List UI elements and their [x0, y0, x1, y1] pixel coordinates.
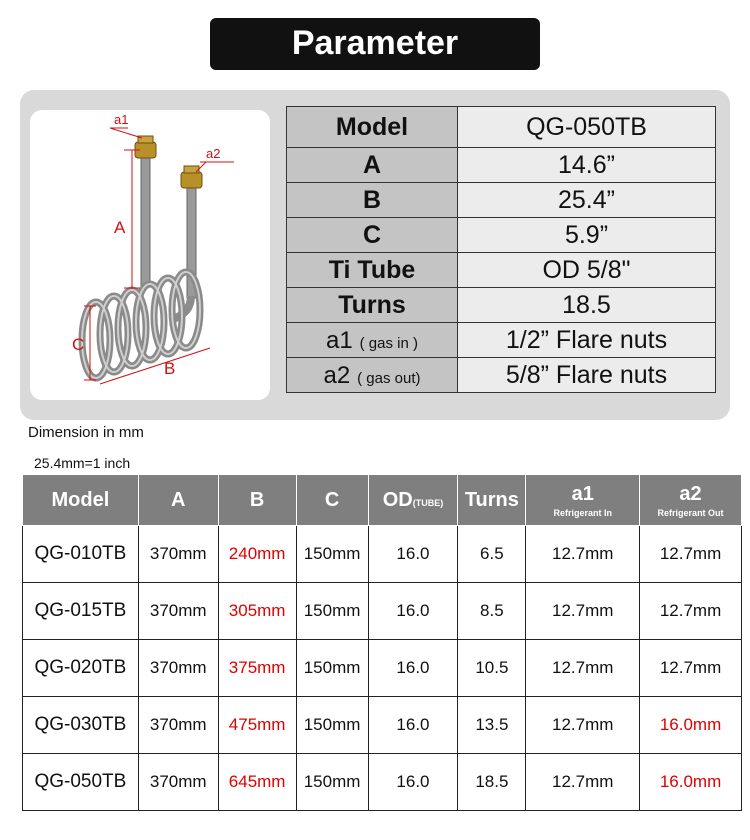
label-A: A — [114, 218, 126, 237]
cell-model: QG-015TB — [23, 583, 139, 640]
spec-row — [287, 323, 716, 358]
cell-a2: 12.7mm — [640, 583, 742, 640]
header-c: C — [296, 475, 368, 526]
cell-a1: 12.7mm — [526, 526, 640, 583]
label-C: C — [72, 335, 85, 354]
models-table — [22, 474, 742, 811]
cell-b: 240mm — [218, 526, 296, 583]
cell-a2: 12.7mm — [640, 526, 742, 583]
header-a2-sub: Refrigerant Out — [657, 507, 724, 518]
spec-key: A — [287, 148, 458, 183]
spec-key-sub: ( gas out) — [357, 369, 421, 387]
cell-b: 645mm — [218, 754, 296, 811]
cell-a: 370mm — [138, 583, 218, 640]
cell-c: 150mm — [296, 754, 368, 811]
spec-key: Ti Tube — [287, 253, 458, 288]
cell-model: QG-010TB — [23, 526, 139, 583]
spec-value: 5/8” Flare nuts — [458, 358, 716, 393]
header-od: OD(TUBE) — [368, 475, 458, 526]
cell-c: 150mm — [296, 526, 368, 583]
header-a1-sub: Refrigerant In — [553, 507, 612, 518]
cell-b: 475mm — [218, 697, 296, 754]
coil-figure — [30, 110, 270, 400]
cell-turns: 8.5 — [458, 583, 526, 640]
header-a2: a2 Refrigerant Out — [640, 475, 742, 526]
cell-c: 150mm — [296, 640, 368, 697]
conversion-note: 25.4mm=1 inch — [34, 455, 131, 471]
cell-a2: 16.0mm — [640, 697, 742, 754]
inlet-tube — [141, 158, 150, 286]
label-B: B — [164, 359, 176, 378]
header-b: B — [218, 475, 296, 526]
cell-c: 150mm — [296, 697, 368, 754]
spec-key: B — [287, 183, 458, 218]
table-header-row — [23, 475, 742, 526]
cell-turns: 13.5 — [458, 697, 526, 754]
cell-od: 16.0 — [368, 583, 458, 640]
spec-table — [286, 106, 716, 393]
cell-a: 370mm — [138, 526, 218, 583]
cell-a1: 12.7mm — [526, 754, 640, 811]
table-row — [23, 754, 742, 811]
cell-c: 150mm — [296, 583, 368, 640]
a2-fitting — [181, 172, 202, 188]
spec-value: 14.6” — [458, 148, 716, 183]
spec-value: 25.4” — [458, 183, 716, 218]
cell-a1: 12.7mm — [526, 583, 640, 640]
spec-row — [287, 107, 716, 148]
cell-a1: 12.7mm — [526, 697, 640, 754]
cell-od: 16.0 — [368, 754, 458, 811]
spec-row — [287, 148, 716, 183]
spec-key-main: a2 — [323, 361, 351, 389]
table-row — [23, 583, 742, 640]
spec-key-main: a1 — [325, 326, 353, 354]
spec-key — [287, 358, 458, 393]
cell-turns: 18.5 — [458, 754, 526, 811]
cell-a1: 12.7mm — [526, 640, 640, 697]
spec-value: OD 5/8" — [458, 253, 716, 288]
spec-row — [287, 358, 716, 393]
cell-a: 370mm — [138, 754, 218, 811]
table-row — [23, 697, 742, 754]
spec-key: Turns — [287, 288, 458, 323]
spec-key-sub: ( gas in ) — [359, 334, 418, 352]
cell-turns: 10.5 — [458, 640, 526, 697]
spec-value: 5.9” — [458, 218, 716, 253]
spec-value: 18.5 — [458, 288, 716, 323]
spec-row — [287, 288, 716, 323]
page-title: Parameter — [210, 18, 540, 70]
cell-a2: 12.7mm — [640, 640, 742, 697]
dimension-note: Dimension in mm — [28, 424, 144, 441]
table-row — [23, 640, 742, 697]
spec-value: QG-050TB — [458, 107, 716, 148]
header-a: A — [138, 475, 218, 526]
cell-model: QG-030TB — [23, 697, 139, 754]
cell-od: 16.0 — [368, 526, 458, 583]
cell-model: QG-050TB — [23, 754, 139, 811]
header-turns: Turns — [458, 475, 526, 526]
cell-od: 16.0 — [368, 640, 458, 697]
header-a1: a1 Refrigerant In — [526, 475, 640, 526]
cell-od: 16.0 — [368, 697, 458, 754]
header-model: Model — [23, 475, 139, 526]
titanium-coil-illustration — [30, 110, 270, 400]
cell-b: 375mm — [218, 640, 296, 697]
label-a1: a1 — [114, 112, 129, 127]
spec-value: 1/2” Flare nuts — [458, 323, 716, 358]
header-od-sub: (TUBE) — [412, 497, 444, 508]
cell-turns: 6.5 — [458, 526, 526, 583]
spec-key: Model — [287, 107, 458, 148]
spec-row — [287, 253, 716, 288]
cell-model: QG-020TB — [23, 640, 139, 697]
cell-b: 305mm — [218, 583, 296, 640]
cell-a: 370mm — [138, 697, 218, 754]
spec-row — [287, 183, 716, 218]
spec-key — [287, 323, 458, 358]
cell-a2: 16.0mm — [640, 754, 742, 811]
table-row — [23, 526, 742, 583]
spec-row — [287, 218, 716, 253]
cell-a: 370mm — [138, 640, 218, 697]
spec-key: C — [287, 218, 458, 253]
label-a2: a2 — [206, 146, 221, 161]
